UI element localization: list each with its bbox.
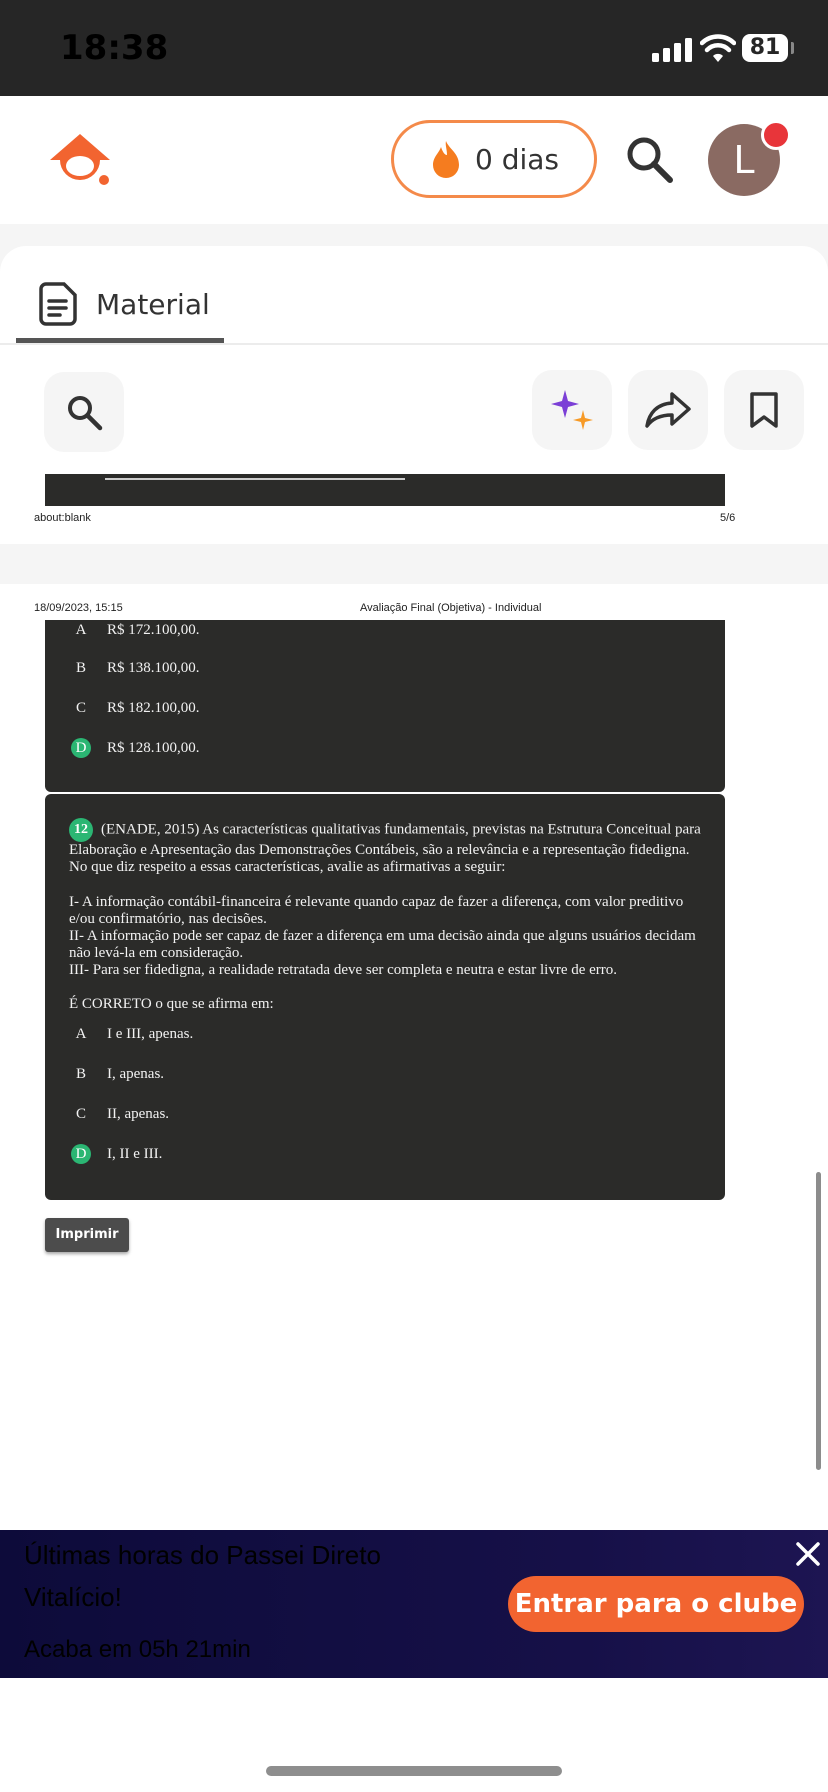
cellular-signal-icon: [652, 38, 694, 62]
question-12-box: [45, 794, 725, 1200]
correct-answer-badge: D: [71, 1144, 91, 1164]
home-indicator[interactable]: [266, 1766, 562, 1776]
option-text: R$ 182.100,00.: [107, 699, 200, 716]
option-text: I e III, apenas.: [107, 1025, 194, 1042]
option-text: R$ 128.100,00.: [107, 739, 200, 756]
tab-divider: [0, 343, 828, 345]
page-footer-url: about:blank: [34, 512, 91, 524]
option-a: [71, 620, 200, 640]
ai-sparkle-icon: [549, 388, 595, 432]
previous-page-fragment: [45, 474, 725, 506]
status-time: 18:38: [60, 28, 169, 68]
search-icon: [65, 393, 103, 431]
question-statement: [69, 818, 705, 876]
option-c: [71, 698, 200, 718]
promo-countdown: Acaba em 05h 21min: [24, 1636, 251, 1663]
bookmark-button[interactable]: [724, 370, 804, 450]
option-text: I, apenas.: [107, 1065, 165, 1082]
question-statement-text: (ENADE, 2015) As características qualitativas fundamentais, previstas na Estrutura Conceitual para Elaboração e Apresentação das Demonstrações Contábeis, são a relevância e a representação fidedigna. No que diz respeito a essas características, avalie as afirmativas a seguir:: [69, 821, 701, 875]
option-letter: A: [75, 622, 87, 638]
statement-item-3: III- Para ser fidedigna, a realidade retratada deve ser completa e neutra e estar livre de erro.: [69, 962, 618, 978]
streak-button[interactable]: [391, 120, 597, 198]
join-club-button[interactable]: Entrar para o clube: [508, 1576, 804, 1632]
wifi-icon: [700, 34, 736, 64]
share-button[interactable]: [628, 370, 708, 450]
option-letter: B: [75, 1066, 86, 1082]
option-text: R$ 138.100,00.: [107, 659, 200, 676]
notification-dot: [761, 120, 791, 150]
correct-answer-badge: D: [71, 738, 91, 758]
option-letter: A: [75, 1026, 87, 1042]
bookmark-icon: [749, 391, 779, 429]
option-letter: C: [75, 700, 86, 716]
option-text: R$ 172.100,00.: [107, 621, 200, 638]
battery-indicator: 81: [742, 34, 788, 62]
share-icon: [644, 391, 692, 429]
print-button[interactable]: Imprimir: [45, 1218, 129, 1252]
option-text: I, II e III.: [107, 1145, 163, 1162]
avatar[interactable]: L: [708, 124, 780, 196]
page-header-title: Avaliação Final (Objetiva) - Individual: [360, 602, 542, 614]
question-11-box: [45, 620, 725, 792]
question-prompt: É CORRETO o que se afirma em:: [69, 996, 274, 1012]
logo-icon[interactable]: [48, 132, 112, 188]
option-a: [71, 1024, 193, 1044]
option-d-correct: [71, 1144, 162, 1164]
option-d-correct: [71, 738, 200, 758]
option-b: [71, 658, 200, 678]
document-icon: [38, 281, 78, 327]
page-footer-number: 5/6: [720, 512, 736, 524]
page-gap: [0, 544, 828, 584]
promo-headline-line2: Vitalício!: [24, 1582, 122, 1612]
battery-tip: [791, 42, 794, 54]
ai-assistant-button[interactable]: [532, 370, 612, 450]
streak-label: 0 dias: [474, 142, 559, 176]
option-b: [71, 1064, 164, 1084]
option-c: [71, 1104, 169, 1124]
close-icon[interactable]: [794, 1540, 822, 1568]
promo-headline-line1: Últimas horas do Passei Direto: [24, 1540, 381, 1570]
scrollbar[interactable]: [816, 1172, 821, 1470]
option-letter: C: [75, 1106, 86, 1122]
document-search-button[interactable]: [44, 372, 124, 452]
statement-item-1: I- A informação contábil-financeira é relevante quando capaz de fazer a diferença, com valor preditivo e/ou confirmatório, nas decisões.: [69, 894, 684, 927]
search-icon[interactable]: [624, 134, 674, 184]
tab-material-label: Material: [96, 287, 210, 321]
flame-icon: [429, 139, 463, 179]
tab-material[interactable]: [16, 266, 224, 342]
option-text: II, apenas.: [107, 1105, 170, 1122]
question-number-badge: 12: [69, 818, 93, 842]
statement-item-2: II- A informação pode ser capaz de fazer a diferença em uma decisão ainda que alguns usuários decidam não levá-la em consideração.: [69, 928, 696, 961]
page-header-date: 18/09/2023, 15:15: [34, 602, 123, 614]
option-letter: B: [75, 660, 86, 676]
